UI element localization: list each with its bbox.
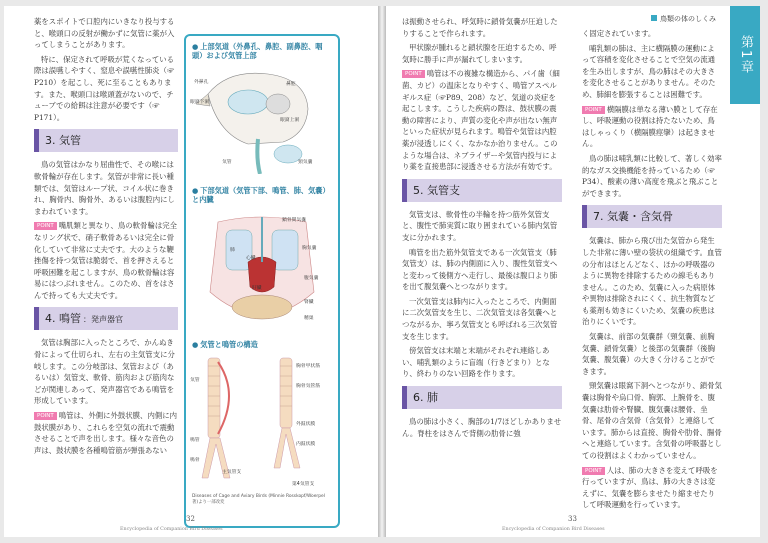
paragraph: 鳥の肺は哺乳類に比較して、著しく効率的なガス交換機能を持っているため（☞P34）、酸素の薄い高度を飛ぶと飛ぶことができます。: [582, 153, 722, 198]
point-paragraph: [582, 104, 722, 150]
figure-label: 頸気嚢: [298, 160, 313, 165]
figure-label: 鎖骨間気嚢: [282, 218, 306, 223]
figure-label: 胸骨甲状筋: [296, 364, 320, 369]
right-text-column-a: [402, 16, 562, 442]
figure-label: 気管: [190, 378, 200, 383]
paragraph: 気嚢は、肺から飛び出た気管から発生した非常に薄い壁の袋状の組織です。血管の分布はほとんどなく、ほかの呼吸器のように異物を排除するための線毛もありません。このため、気嚢に入った病原体や異物は排除されにくく、抗生物質なども薬剤も効きにくいため、気嚢の疾患は治りにくいです。: [582, 236, 722, 327]
paragraph: 頸気嚢は眼窩下洞へとつながり、鎖骨気嚢は胸骨や烏口骨、胸郭、上腕骨を、腹気嚢は肋骨や腎臓、腹気嚢は腰骨、坐骨、尾骨の含気骨（含気骨）と連絡しています。肺からは直接、胸骨や肋骨、腸骨へと連絡しています。含気骨の呼吸器としての役割はよくわかっていません。: [582, 381, 722, 460]
running-head: 鳥類の体のしくみ: [651, 14, 716, 24]
section-number: 6.: [413, 391, 424, 405]
figure-label: 精巣: [304, 316, 314, 321]
book-gutter: [378, 6, 386, 537]
point-paragraph: [34, 410, 178, 456]
lower-airway-illustration: [188, 212, 336, 332]
figure-label: 主気管支: [222, 470, 242, 475]
figure-label: 鳴管: [190, 438, 200, 443]
right-page: [386, 6, 760, 537]
figure-caption-2: ● 下部気道（気管下部、鳴管、肺、気嚢）と内臓: [192, 186, 330, 205]
syrinx-illustration: [188, 354, 336, 484]
page-number: 33: [568, 515, 577, 523]
paragraph: 一次気管支は肺内に入ったところで、内側面に二次気管支を生じ、二次気管支は各気嚢へとつながるか、寧ろ気管支とも呼ばれる三次気管支を生じます。: [402, 296, 558, 341]
point-badge: POINT: [582, 467, 605, 475]
section-heading-7: [582, 205, 722, 228]
paragraph: 気管は胸部に入ったところで、かんぬき骨によって仕切られ、左右の主気管支に分岐します。この分岐部は、気管および（あるいは）気管支、軟骨、筋肉および筋肉などが関連しあって、発声器官である鳴管を形成しています。: [34, 338, 175, 406]
figure-label: 腎臓: [304, 300, 314, 305]
section-number: 3.: [45, 134, 56, 148]
page-footer: Encyclopedia of Companion Bird Diseases: [502, 527, 605, 532]
point-text: 人は、肺の大きさを変えて呼吸を行っていますが、鳥は、肺の大きさは変えずに、気嚢を膨らませたり縮ませたりして呼吸運動を行っています。: [582, 465, 718, 510]
point-paragraph: [34, 220, 178, 301]
page-footer: Encyclopedia of Companion Bird Diseases: [120, 527, 223, 532]
point-badge: POINT: [34, 412, 57, 420]
section-number: 5.: [413, 183, 424, 197]
paragraph: 気嚢は、前部の気嚢群（頸気嚢、前胸気嚢、鎖骨気嚢）と後部の気嚢群（後胸気嚢、腹気嚢）の大きく分けることができます。: [582, 332, 716, 376]
section-title: 気管: [59, 134, 81, 148]
square-icon: [651, 15, 657, 21]
anatomy-figure-panel: [184, 34, 340, 528]
section-heading-5: [402, 179, 562, 202]
figure-label: 胸気嚢: [302, 246, 317, 251]
paragraph: 甲状腺が腫れると鎖状腺を圧迫するため、呼気時に勝手に声が漏れてしまいます。: [402, 43, 557, 64]
section-number: 4.: [45, 312, 56, 326]
point-paragraph: [402, 68, 562, 172]
section-subtitle: ：発声器官: [83, 315, 123, 325]
figure-label: 心臓: [246, 256, 256, 261]
figure-label: 胸骨気管筋: [296, 384, 320, 389]
figure-label: 肺: [230, 248, 235, 253]
point-text: 横隔膜は単なる薄い膜として存在し、呼吸運動の役割は持たないため、鳥はしゃっくり（横隔膜痙攣）は起きません。: [582, 104, 718, 149]
section-heading-6: [402, 386, 562, 409]
point-text: 鳴管は不の複雑な構造から、パイ歯（細菌、カビ）の温床となりやすく、鳴管アスペルギルス症（☞P89、208）など、気道の炎症を起こします。こうした疾病の際は、鼓状膜の震動の障害により、声質の変化や声が出ない無声といった症状が見られます。鳴管や気管は内腔薬が浸透しにくく、なかなか治りません。このような場合は、ネブライザーや気管内投与により薬を直接患部に浸透させる方法が有効です。: [402, 69, 560, 172]
figure-caption-3: ● 気管と鳴管の構造: [192, 340, 258, 349]
section-title: 鳴管: [59, 312, 81, 326]
point-paragraph: [582, 465, 722, 511]
section-title: 気管支: [427, 183, 460, 197]
section-title: 気嚢・含気骨: [607, 210, 673, 224]
page-number: 32: [186, 515, 195, 523]
section-heading-4: [34, 307, 178, 330]
figure-label: 腹気嚢: [304, 276, 319, 281]
figure-label: 眼窩上洞: [280, 118, 300, 123]
paragraph: 鳥の気管はかなり屈曲性で、その喉には軟骨輪が存在します。気管が非常に長い種類では、気管はループ状、コイル状に巻きれ、胸骨内、胸骨外、あるいは腹腔内にしまわれています。: [34, 160, 175, 216]
paragraph: 特に、保定されて呼吸が荒くなっている際は誤嚥しやすく、窒息や誤嚥性肺炎（☞P210）を起こし、死に至ることもあります。また、喉頭口は喉頭蓋がないので、チューブでの給餌は注意が必要です（☞P171）。: [34, 54, 175, 122]
point-text: 嘴肌類と異なり、鳥の軟骨輪は完全なリング状で、硝子軟骨あるいは完全に骨化していて非常に丈夫です。大のような鞭挫傷を持つ気管は脆弱で、首を押さえると呼吸困難を起こしますが、鳥の軟骨輪は容易にはつぶれません。このため、首をはさんで持っても大丈夫です。: [34, 221, 178, 300]
paragraph: 傍気管支は末端と末端がそれぞれ連絡しあい、哺乳類のように盲端（行きどまり）となり、終わりのない回路を作ります。: [402, 346, 550, 379]
figure-credit: Diseases of Cage and Aviary Birds (Minnie Rosskopf/Woerpel 著)より一部改変: [192, 494, 325, 505]
left-text-column: [34, 16, 178, 459]
point-text: 鳴管は、外側に外鼓状膜、内側に内鼓状膜があり、これらを空気の流れで震動させることで声を出します。様々な音色の声は、鼓状膜を各種鳴管筋が弾張あない: [34, 411, 178, 455]
section-number: 7.: [593, 210, 604, 224]
paragraph: 鳥の肺は小さく、胸部の1/7ほどしかありません。脊柱をはさんで背側の肋骨に強: [402, 417, 562, 438]
paragraph: 気管支は、軟骨性の半輪を持つ筋外気管支と、腹性で肺実質に取り囲まれている肺内気管支に分かれます。: [402, 209, 558, 242]
paragraph: は振動させられ、呼気時に鎖骨気嚢が圧迫したりすることで作られます。: [402, 17, 558, 38]
paragraph: く固定されています。: [582, 29, 656, 38]
paragraph: 薬をスポイトで口腔内にいきなり投与すると、喉頭口の反射が働かずに気管に薬が入ってしまうことがあります。: [34, 17, 175, 50]
figure-caption-1: ● 上部気道（外鼻孔、鼻腔、副鼻腔、咽頭）および気管上部: [192, 42, 323, 61]
figure-label: 鳴骨: [190, 458, 200, 463]
right-text-column-b: [582, 28, 722, 514]
point-badge: POINT: [402, 70, 425, 78]
chapter-tab: 第1章: [730, 6, 760, 104]
figure-label: 内鼓状膜: [296, 442, 316, 447]
figure-label: 外鼓状膜: [296, 422, 316, 427]
paragraph: 鳴管を出た筋外気管支である一次気管支（肺気管支）は、肺の内側面に入り、腹性気管支へと変わって後側方へ走行し、最後は腹口より肺を出て腹気嚢へとつながります。: [402, 247, 558, 292]
figure-label: 鼻腔: [286, 82, 296, 87]
point-badge: POINT: [34, 222, 57, 230]
point-badge: POINT: [582, 106, 605, 114]
section-heading-3: [34, 129, 178, 152]
figure-label: 気管: [222, 160, 232, 165]
upper-airway-illustration: [188, 64, 336, 174]
figure-label: 肝臓: [252, 286, 262, 291]
left-page: [4, 6, 378, 537]
figure-label: 第4気管支: [292, 482, 315, 487]
figure-label: 眼窩下洞: [190, 100, 210, 105]
paragraph: 哺乳類の肺は、主に横隔膜の運動によって容積を変化させることで空気の流通を生み出しますが、鳥の肺はその大きさを変化させることがありません。そのため、肺細を膨張することは困難です。: [582, 43, 716, 99]
section-title: 肺: [427, 391, 438, 405]
figure-label: 外鼻孔: [194, 80, 209, 85]
